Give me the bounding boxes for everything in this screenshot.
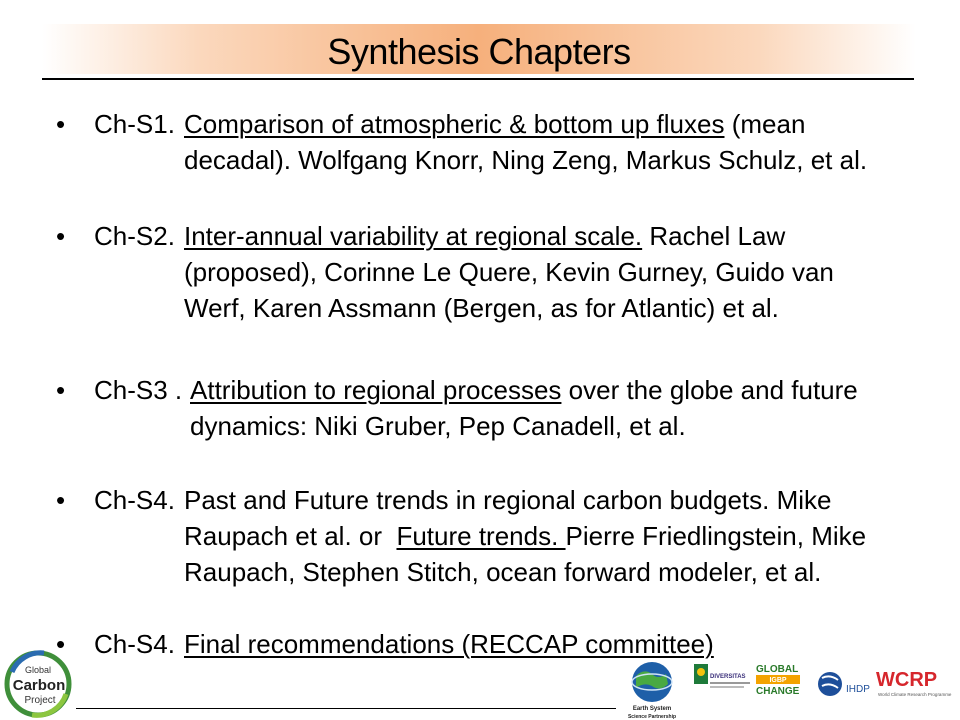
bullet-dot: • bbox=[56, 375, 66, 405]
gcp-line2: Carbon bbox=[12, 677, 66, 694]
chapter-text bbox=[184, 106, 874, 178]
text-line bbox=[184, 626, 874, 662]
bullet-dot: • bbox=[56, 485, 66, 515]
text-line bbox=[184, 290, 874, 326]
chapter-code: Ch-S4. bbox=[94, 485, 175, 515]
text-rest: (proposed), Corinne Le Quere, Kevin Gurney, Guido van bbox=[184, 257, 834, 287]
text-line bbox=[184, 142, 874, 178]
underlined-title: Inter-annual variability at regional scale. bbox=[184, 221, 643, 251]
chapter-text bbox=[184, 626, 874, 662]
essp-line1: Earth System bbox=[632, 706, 672, 712]
text-pre: Raupach et al. or bbox=[184, 521, 397, 551]
chapter-text bbox=[184, 218, 874, 326]
text-line bbox=[184, 554, 874, 590]
ihdp-logo bbox=[818, 672, 870, 696]
gcp-line1: Global bbox=[24, 665, 52, 675]
footer-rule bbox=[76, 708, 616, 709]
text-rest: Werf, Karen Assmann (Bergen, as for Atlantic) et al. bbox=[184, 293, 779, 323]
text-rest: over the globe and future bbox=[561, 375, 858, 405]
chapter-text bbox=[184, 482, 874, 590]
text-line bbox=[190, 372, 880, 408]
diversitas-logo bbox=[694, 664, 750, 688]
ihdp-name: IHDP bbox=[846, 684, 870, 695]
essp-line2: Science Partnership bbox=[627, 714, 677, 720]
text-rest: dynamics: Niki Gruber, Pep Canadell, et al. bbox=[190, 411, 686, 441]
chapter-text bbox=[190, 372, 880, 444]
underlined-title: Attribution to regional processes bbox=[190, 375, 562, 405]
gcp-line3: Project bbox=[24, 695, 56, 706]
igbp-logo bbox=[756, 664, 800, 697]
text-line bbox=[184, 106, 874, 142]
chapter-code: Ch-S2. bbox=[94, 221, 175, 251]
text-line bbox=[184, 518, 874, 554]
chapter-code: Ch-S4. bbox=[94, 629, 175, 659]
chapter-code: Ch-S1. bbox=[94, 109, 175, 139]
text-rest: decadal). Wolfgang Knorr, Ning Zeng, Markus Schulz, et al. bbox=[184, 145, 868, 175]
bullet-dot: • bbox=[56, 109, 66, 139]
wcrp-logo bbox=[876, 669, 952, 697]
text-line bbox=[184, 254, 874, 290]
text-line bbox=[190, 408, 880, 444]
diversitas-name: DIVERSITAS bbox=[710, 674, 746, 680]
underlined-title: Comparison of atmospheric & bottom up fluxes bbox=[184, 109, 725, 139]
chapter-code: Ch-S3 . bbox=[94, 375, 183, 405]
igbp-line2: IGBP bbox=[769, 677, 787, 684]
text-rest: Raupach, Stephen Stitch, ocean forward modeler, et al. bbox=[184, 557, 822, 587]
text-rest: Past and Future trends in regional carbon budgets. Mike bbox=[184, 485, 832, 515]
text-rest: Pierre Friedlingstein, Mike bbox=[565, 521, 867, 551]
igbp-line1: GLOBAL bbox=[756, 664, 799, 675]
bullet-dot: • bbox=[56, 221, 66, 251]
title-rule bbox=[42, 78, 914, 80]
text-rest: (mean bbox=[724, 109, 806, 139]
underlined-title: Final recommendations (RECCAP committee) bbox=[184, 629, 714, 659]
text-line bbox=[184, 218, 874, 254]
essp-logo bbox=[628, 662, 676, 720]
wcrp-name: WCRP bbox=[876, 669, 938, 691]
text-line bbox=[184, 482, 874, 518]
underlined-title: Future trends. bbox=[396, 521, 566, 551]
global-carbon-project-logo bbox=[4, 650, 76, 718]
igbp-line3: CHANGE bbox=[756, 686, 800, 697]
text-rest: Rachel Law bbox=[642, 221, 786, 251]
bullet-dot: • bbox=[56, 629, 66, 659]
wcrp-sub: World Climate Research Programme bbox=[878, 692, 952, 697]
slide-title: Synthesis Chapters bbox=[327, 31, 631, 72]
partner-logos bbox=[622, 658, 960, 720]
